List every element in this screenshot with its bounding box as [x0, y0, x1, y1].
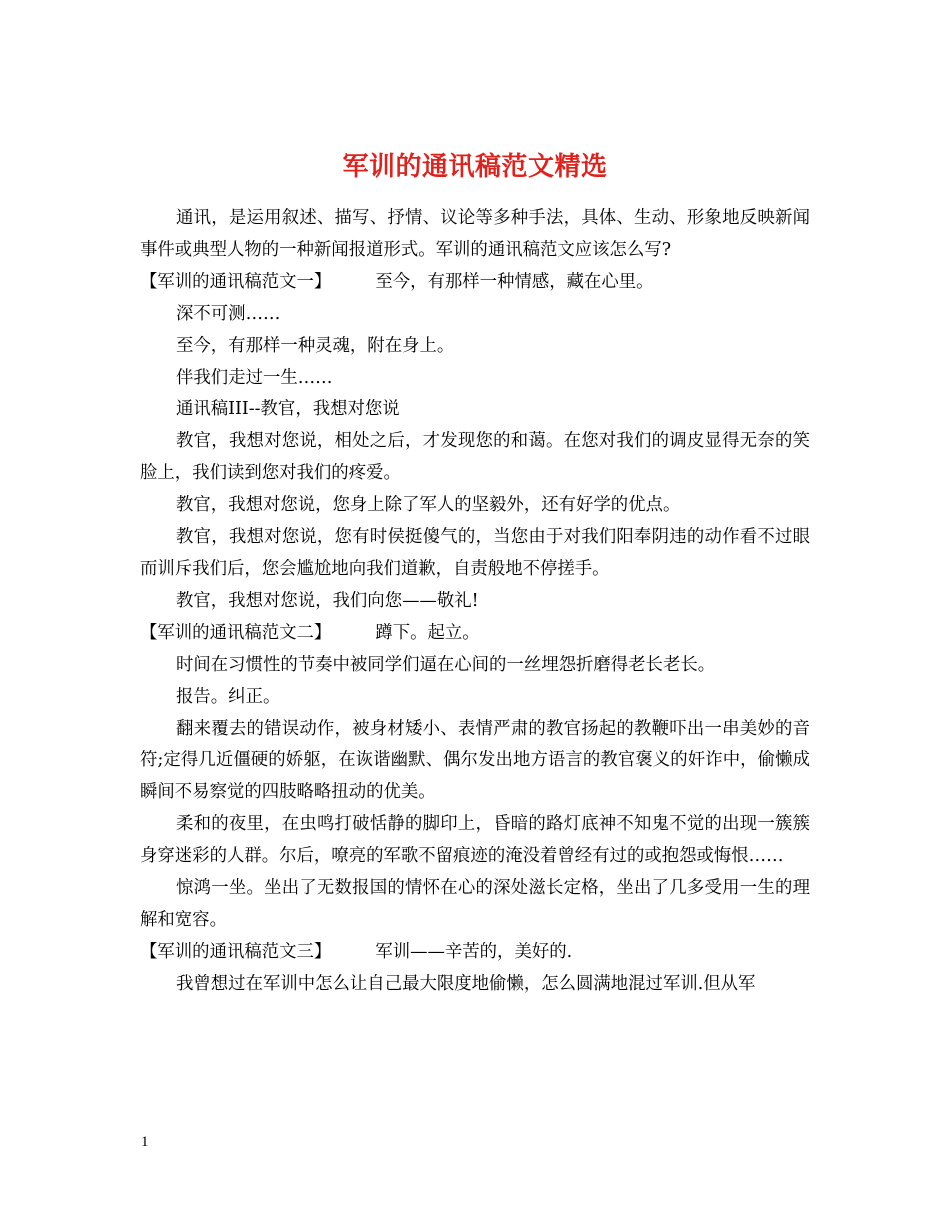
body-paragraph: 柔和的夜里，在虫鸣打破恬静的脚印上，昏暗的路灯底神不知鬼不觉的出现一簇簇身穿迷彩的人群。尔后，嘹亮的军歌不留痕迹的淹没着曾经有过的或抱怨或悔恨……	[140, 814, 810, 867]
body-paragraph: 报告。纠正。	[176, 686, 281, 707]
section-heading-label: 【军训的通讯稿范文一】	[140, 271, 332, 292]
section-heading	[140, 618, 810, 650]
body-paragraph: 深不可测……	[176, 303, 281, 324]
section-heading	[140, 267, 810, 299]
section-heading-text: 蹲下。起立。	[375, 622, 480, 643]
body-paragraph: 翻来覆去的错误动作，被身材矮小、表情严肃的教官扬起的教鞭吓出一串美妙的音符;定得几近僵硬的娇躯，在诙谐幽默、偶尔发出地方语言的教官褒义的奸诈中，偷懒成瞬间不易察觉的四肢略略扭动的优美。	[140, 718, 810, 803]
page-number: 1	[141, 1134, 149, 1150]
document-title: 军训的通讯稿范文精选	[342, 152, 608, 183]
body-paragraph: 时间在习惯性的节奏中被同学们逼在心间的一丝埋怨折磨得老长老长。	[176, 654, 716, 675]
section-heading-label: 【军训的通讯稿范文二】	[140, 622, 332, 643]
body-paragraph: 惊鸿一坐。坐出了无数报国的情怀在心的深处滋长定格，坐出了几多受用一生的理解和宽容。	[140, 878, 810, 930]
body-paragraph: 通讯，是运用叙述、描写、抒情、议论等多种手法，具体、生动、形象地反映新闻事件或典型人物的一种新闻报道形式。军训的通讯稿范文应该怎么写?	[140, 208, 810, 260]
section-heading-label: 【军训的通讯稿范文三】	[140, 941, 332, 962]
section-heading-text: 军训——辛苦的，美好的.	[375, 941, 573, 962]
body-paragraph: 至今，有那样一种灵魂，附在身上。	[176, 335, 455, 356]
body-paragraph: 教官，我想对您说，我们向您——敬礼!	[176, 590, 479, 611]
body-paragraph: 教官，我想对您说，相处之后，才发现您的和蔼。在您对我们的调皮显得无奈的笑脸上，我们读到您对我们的疼爱。	[140, 431, 810, 484]
body-paragraph: 教官，我想对您说，您身上除了军人的坚毅外，还有好学的优点。	[176, 495, 681, 516]
body-paragraph: 教官，我想对您说，您有时侯挺傻气的，当您由于对我们阳奉阴违的动作看不过眼而训斥我们后，您会尴尬地向我们道歉，自责般地不停搓手。	[140, 527, 810, 579]
body-paragraph: 伴我们走过一生……	[176, 367, 333, 388]
document-body	[140, 203, 810, 1001]
body-paragraph: 通讯稿III--教官，我想对您说	[176, 399, 400, 420]
section-heading-text: 至今，有那样一种情感，藏在心里。	[375, 271, 654, 292]
body-paragraph: 我曾想过在军训中怎么让自己最大限度地偷懒，怎么圆满地混过军训.但从军	[176, 973, 756, 994]
section-heading	[140, 937, 810, 969]
